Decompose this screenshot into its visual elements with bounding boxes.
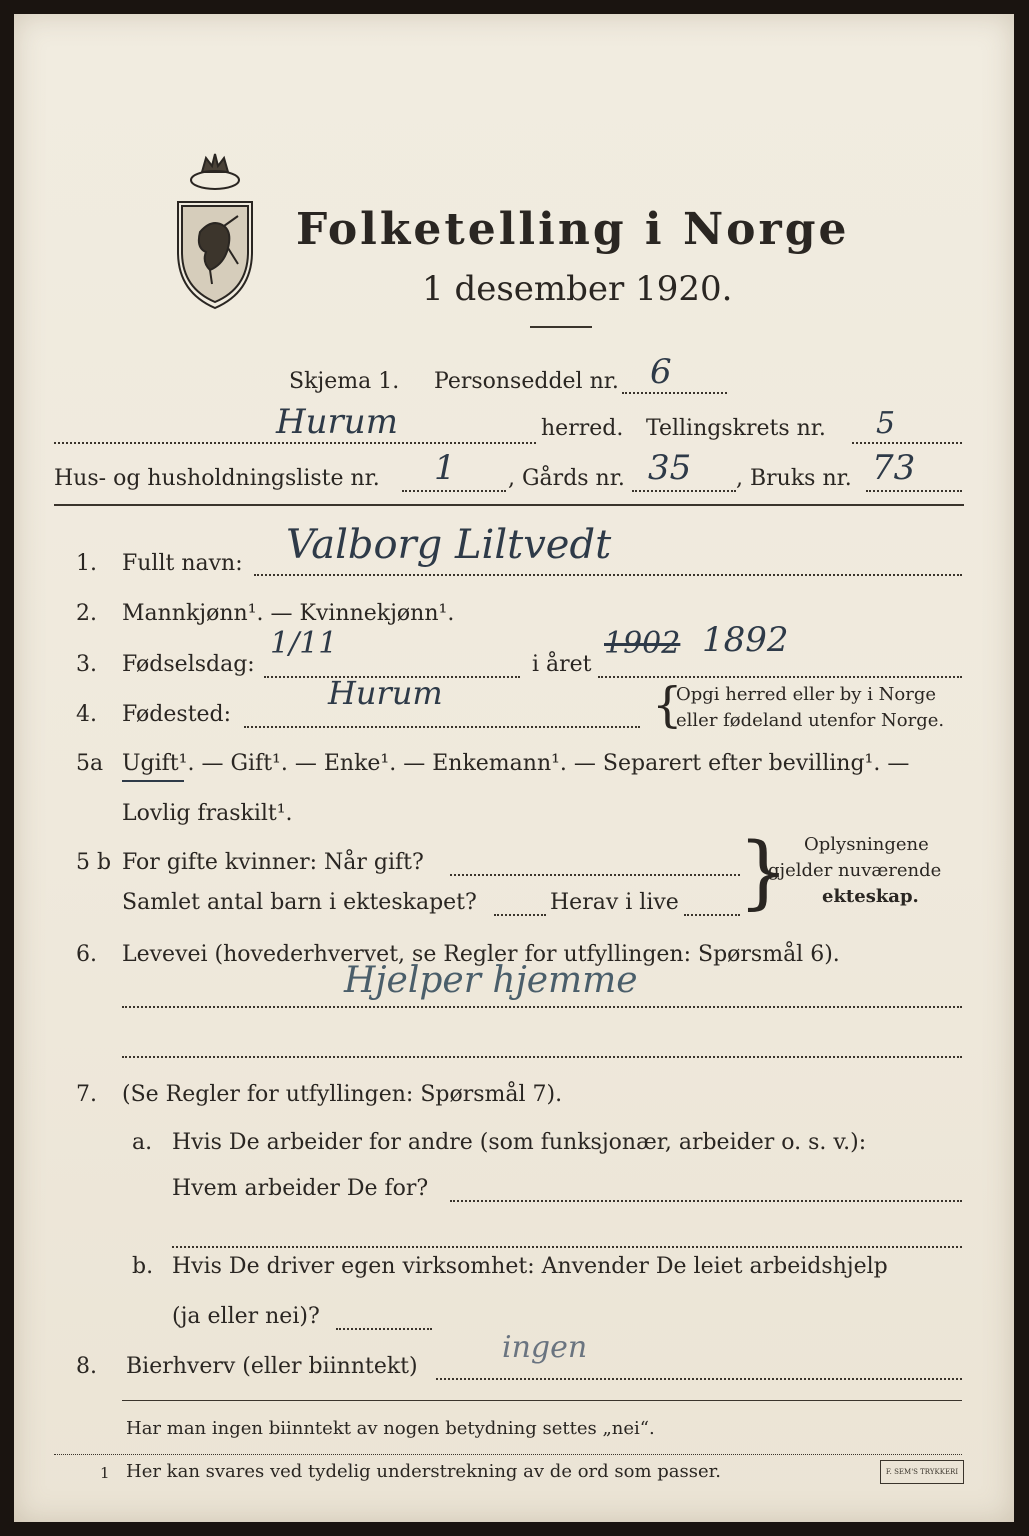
q7a-letter: a. — [132, 1130, 153, 1155]
q5b-children-alive: Herav i live — [550, 890, 679, 915]
q3-number: 3. — [76, 652, 97, 677]
q3-day-value: 1/11 — [270, 626, 338, 661]
printer-stamp: F. SEM'S TRYKKERI — [880, 1460, 964, 1484]
q5b-note-line3: ekteskap. — [822, 886, 919, 907]
coat-of-arms-icon — [172, 152, 258, 312]
skjema-label: Skjema 1. — [289, 369, 400, 394]
q1-name-value: Valborg Liltvedt — [286, 522, 612, 568]
q6-occupation-value: Hjelper hjemme — [344, 960, 638, 1001]
q8-label: Bierhverv (eller biinntekt) — [126, 1354, 418, 1379]
q4-note-line2: eller fødeland utenfor Norge. — [676, 710, 945, 731]
footer-note: Har man ingen biinntekt av nogen betydning settes „nei“. — [126, 1418, 655, 1439]
q2-label: Mannkjønn¹. — Kvinnekjønn¹. — [122, 601, 455, 626]
q5a-number: 5a — [76, 751, 104, 776]
personseddel-label: Personseddel nr. — [434, 369, 619, 394]
gards-value: 35 — [648, 448, 692, 488]
q1-label: Fullt navn: — [122, 551, 243, 576]
husliste-value: 1 — [434, 448, 456, 488]
herred-label: herred. — [541, 416, 624, 441]
q8-side-income-value: ingen — [502, 1330, 588, 1365]
q5a-options-line2: Lovlig fraskilt¹. — [122, 801, 293, 826]
q3-year-struck: 1902 — [604, 626, 681, 661]
q1-number: 1. — [76, 551, 97, 576]
q7-number: 7. — [76, 1082, 97, 1107]
q7b-letter: b. — [132, 1254, 154, 1279]
tellingskrets-label: Tellingskrets nr. — [646, 416, 826, 441]
q4-birthplace-value: Hurum — [328, 674, 443, 712]
q5a-options-line1: Ugift¹. — Gift¹. — Enke¹. — Enkemann¹. — Separert efter bevilling¹. — — [122, 751, 910, 776]
section-divider — [54, 504, 964, 506]
q5b-note-line1: Oplysningene — [804, 834, 929, 855]
tellingskrets-value: 5 — [876, 406, 896, 441]
personseddel-value: 6 — [650, 352, 672, 392]
gards-label: , Gårds nr. — [508, 466, 625, 491]
bruks-label: , Bruks nr. — [736, 466, 852, 491]
q4-label: Fødested: — [122, 702, 232, 727]
census-form — [14, 14, 1014, 1522]
q7-label: (Se Regler for utfyllingen: Spørsmål 7). — [122, 1082, 563, 1107]
q6-label: Levevei (hovederhvervet, se Regler for utfyllingen: Spørsmål 6). — [122, 942, 840, 967]
q4-note-line1: Opgi herred eller by i Norge — [676, 684, 937, 705]
title-divider — [530, 326, 592, 328]
q3-label: Fødselsdag: — [122, 652, 255, 677]
q7b-line1: Hvis De driver egen virksomhet: Anvender De leiet arbeidshjelp — [172, 1254, 888, 1279]
q5b-number: 5 b — [76, 850, 112, 875]
q3-year-label: i året — [532, 652, 592, 677]
q7a-line1: Hvis De arbeider for andre (som funksjonær, arbeider o. s. v.): — [172, 1130, 867, 1155]
q7b-hired-help-label: (ja eller nei)? — [172, 1304, 320, 1329]
q6-number: 6. — [76, 942, 97, 967]
footnote-number: 1 — [100, 1464, 110, 1482]
q8-number: 8. — [76, 1354, 97, 1379]
q5a-ugift-underline — [122, 780, 184, 782]
husliste-label: Hus- og husholdningsliste nr. — [54, 466, 380, 491]
form-title: Folketelling i Norge — [296, 204, 850, 255]
q4-number: 4. — [76, 702, 97, 727]
q5b-children-total: Samlet antal barn i ekteskapet? — [122, 890, 477, 915]
q5b-when-married: For gifte kvinner: Når gift? — [122, 850, 424, 875]
footer-divider — [122, 1400, 962, 1401]
q2-number: 2. — [76, 601, 97, 626]
q3-year-value: 1892 — [702, 620, 789, 660]
q7a-employer-label: Hvem arbeider De for? — [172, 1176, 429, 1201]
q4-brace: { — [652, 677, 683, 733]
q5b-brace: { — [738, 825, 789, 918]
footnote-text: Her kan svares ved tydelig understrekning av de ord som passer. — [126, 1461, 721, 1482]
herred-value: Hurum — [276, 402, 398, 442]
q5b-note-line2: gjelder nuværende — [768, 860, 942, 881]
form-subtitle: 1 desember 1920. — [422, 269, 733, 309]
bruks-value: 73 — [872, 448, 916, 488]
